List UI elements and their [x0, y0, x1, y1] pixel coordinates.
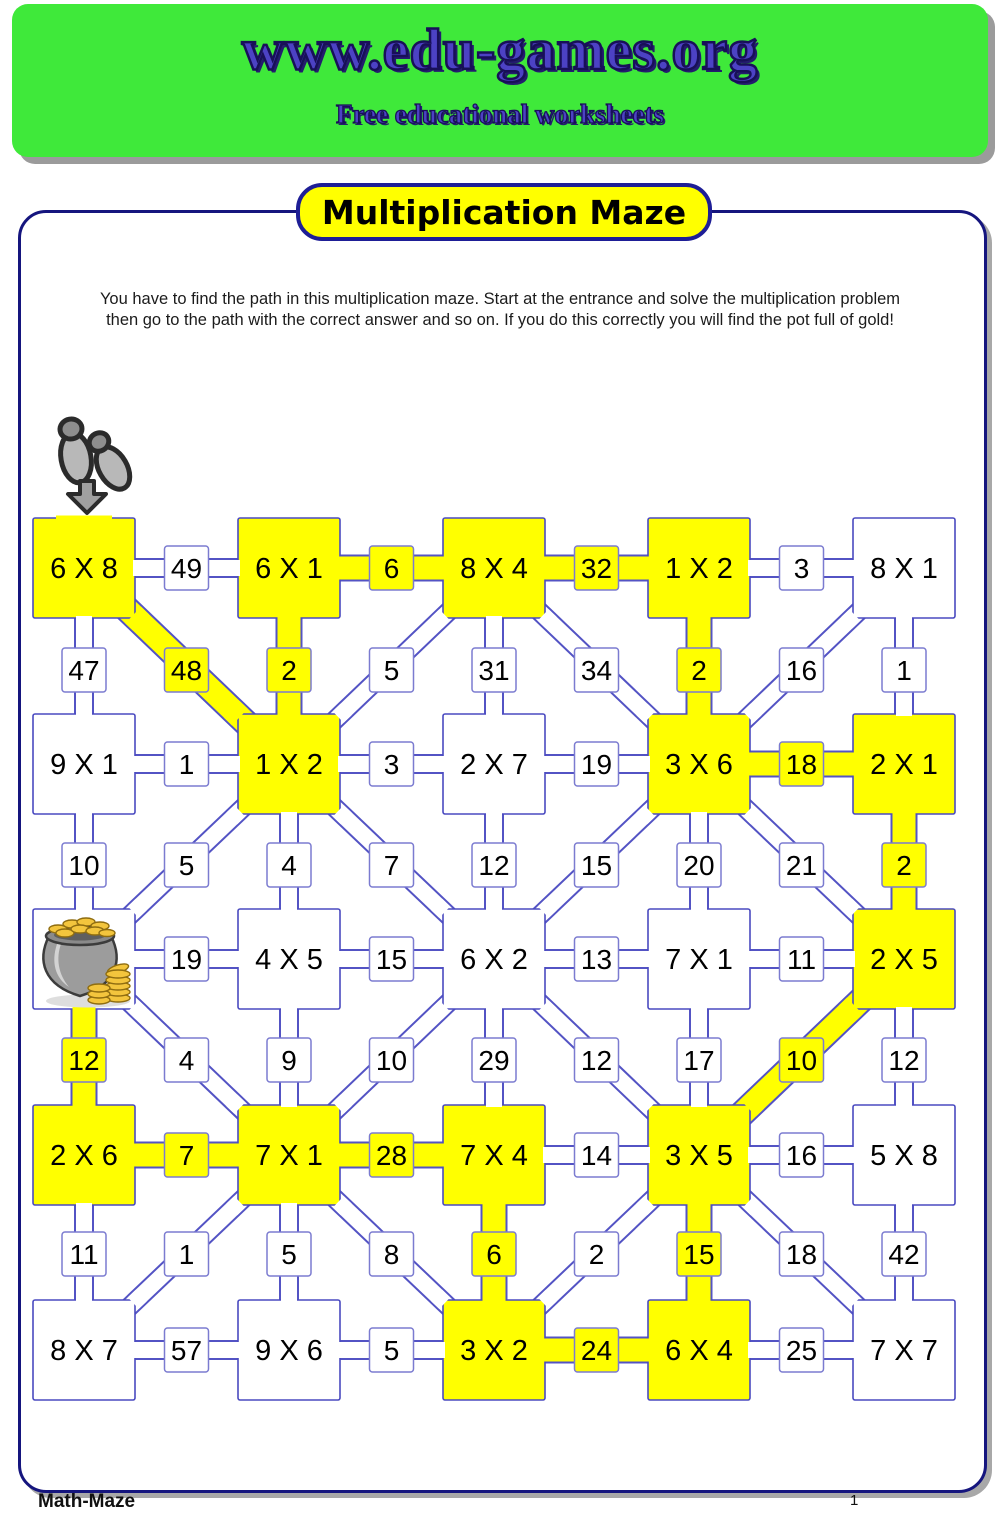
maze-cell-label: 7 X 1: [255, 1140, 323, 1172]
answer-value: 14: [580, 1140, 613, 1171]
maze-cell-label: 7 X 1: [665, 944, 733, 976]
answer-value: 20: [683, 850, 715, 881]
answer-value: 6: [383, 553, 400, 584]
answer-value: 10: [375, 1045, 408, 1076]
answer-value: 25: [785, 1335, 818, 1366]
answer-value: 10: [785, 1045, 818, 1076]
answer-value: 42: [888, 1239, 920, 1270]
maze-cell-label: 6 X 2: [460, 944, 528, 976]
maze-opening: [642, 811, 650, 819]
maze-cell-label: 9 X 6: [255, 1335, 323, 1367]
maze-opening: [338, 709, 346, 717]
answer-value: 13: [580, 944, 613, 975]
answer-value: 49: [170, 553, 203, 584]
maze-opening: [437, 1296, 445, 1304]
answer-value: 17: [683, 1045, 715, 1076]
maze-opening: [847, 905, 855, 913]
footer-page-number: 1: [850, 1492, 859, 1509]
maze-opening: [133, 1296, 141, 1304]
answer-value: 8: [383, 1239, 400, 1270]
maze-opening: [232, 709, 240, 717]
answer-value: 4: [178, 1045, 195, 1076]
worksheet-title-pill: [296, 183, 712, 241]
answer-value: 2: [896, 850, 912, 881]
maze-opening: [748, 709, 756, 717]
maze-cell-label: 4 X 5: [255, 944, 323, 976]
maze-opening: [642, 1100, 650, 1108]
answer-value: 11: [786, 944, 817, 975]
answer-value: 31: [478, 655, 510, 686]
maze-cell-label: 3 X 2: [460, 1335, 528, 1367]
answer-value: 21: [785, 850, 818, 881]
maze-opening: [847, 615, 855, 623]
answer-value: 24: [580, 1335, 613, 1366]
answer-value: 9: [281, 1045, 297, 1076]
answer-value: 3: [793, 553, 810, 584]
page-title: Multiplication Maze: [321, 192, 687, 232]
answer-value: 5: [383, 655, 400, 686]
maze-opening: [338, 1202, 346, 1210]
site-tagline: Free educational worksheets: [336, 99, 664, 129]
maze-cell-label: 6 X 4: [665, 1335, 733, 1367]
maze-cell-label: 5 X 8: [870, 1140, 938, 1172]
answer-value: 2: [588, 1239, 605, 1270]
maze-opening: [437, 615, 445, 623]
maze-cell-label: 9 X 1: [50, 749, 118, 781]
footer-left-text: Math-Maze: [38, 1491, 136, 1512]
maze-cell-label: 8 X 4: [460, 553, 528, 585]
maze-cell-label: 8 X 1: [870, 553, 938, 585]
maze-opening: [543, 1296, 551, 1304]
maze-opening: [642, 709, 650, 717]
maze-cell-label: 7 X 7: [870, 1335, 938, 1367]
maze-cell-label: 7 X 4: [460, 1140, 528, 1172]
maze-cell-label: 2 X 1: [870, 749, 938, 781]
maze-opening: [847, 1296, 855, 1304]
answer-value: 5: [383, 1335, 400, 1366]
maze-cell-label: 1 X 2: [255, 749, 323, 781]
maze-cell-label: 3 X 6: [665, 749, 733, 781]
site-title: www.edu-games.org: [241, 17, 759, 82]
answer-value: 12: [888, 1045, 920, 1076]
answer-value: 1: [178, 1239, 195, 1270]
answer-value: 19: [580, 749, 613, 780]
answer-value: 18: [785, 749, 818, 780]
answer-value: 2: [691, 655, 707, 686]
answer-value: 1: [178, 749, 195, 780]
maze-opening: [338, 1100, 346, 1108]
answer-value: 15: [375, 944, 408, 975]
maze-opening: [748, 811, 756, 819]
answer-value: 6: [486, 1239, 502, 1270]
maze-opening: [232, 811, 240, 819]
maze-opening: [543, 1006, 551, 1014]
answer-value: 10: [68, 850, 100, 881]
maze-opening: [232, 1100, 240, 1108]
answer-value: 47: [68, 655, 100, 686]
entrance-arrow-icon: [68, 481, 106, 513]
answer-value: 2: [281, 655, 297, 686]
answer-value: 7: [178, 1140, 195, 1171]
maze-cell-label: 6 X 8: [50, 553, 118, 585]
answer-value: 29: [478, 1045, 510, 1076]
maze-cell-label: 2 X 7: [460, 749, 528, 781]
maze-opening: [748, 1100, 756, 1108]
maze-opening: [232, 1202, 240, 1210]
maze-cell-label: 8 X 7: [50, 1335, 118, 1367]
maze-opening: [133, 1006, 141, 1014]
answer-value: 5: [281, 1239, 297, 1270]
answer-value: 3: [383, 749, 400, 780]
maze-entrance-opening: [56, 516, 112, 522]
answer-value: 12: [68, 1045, 100, 1076]
answer-value: 48: [170, 655, 203, 686]
answer-value: 1: [896, 655, 912, 686]
answer-value: 7: [383, 850, 400, 881]
answer-value: 5: [178, 850, 195, 881]
instructions-line-1: You have to find the path in this multiplication maze. Start at the entrance and solve the multiplication problem: [99, 290, 901, 308]
answer-value: 18: [785, 1239, 818, 1270]
maze-opening: [338, 811, 346, 819]
answer-value: 32: [580, 553, 613, 584]
maze-cell-label: 2 X 6: [50, 1140, 118, 1172]
maze-cell-label: 6 X 1: [255, 553, 323, 585]
answer-value: 16: [785, 1140, 818, 1171]
answer-value: 34: [580, 655, 613, 686]
maze-opening: [748, 1202, 756, 1210]
answer-value: 28: [375, 1140, 408, 1171]
maze-cell-label: 3 X 5: [665, 1140, 733, 1172]
answer-value: 11: [69, 1239, 99, 1270]
maze-opening: [437, 905, 445, 913]
answer-value: 4: [281, 850, 297, 881]
maze-opening: [437, 1006, 445, 1014]
maze-opening: [642, 1202, 650, 1210]
footprints-icon: [57, 417, 137, 495]
answer-value: 15: [683, 1239, 715, 1270]
maze-opening: [543, 905, 551, 913]
answer-value: 12: [478, 850, 510, 881]
answer-value: 16: [785, 655, 818, 686]
maze-cell-label: 2 X 5: [870, 944, 938, 976]
maze-cell-label: 1 X 2: [665, 553, 733, 585]
maze-opening: [133, 615, 141, 623]
instructions-line-2: then go to the path with the correct answer and so on. If you do this correctly you will find the pot full of gold!: [106, 311, 894, 329]
maze-opening: [543, 615, 551, 623]
answer-value: 57: [170, 1335, 203, 1366]
maze-opening: [133, 905, 141, 913]
answer-value: 15: [580, 850, 613, 881]
answer-value: 19: [170, 944, 203, 975]
answer-value: 12: [580, 1045, 613, 1076]
maze-opening: [847, 1006, 855, 1014]
